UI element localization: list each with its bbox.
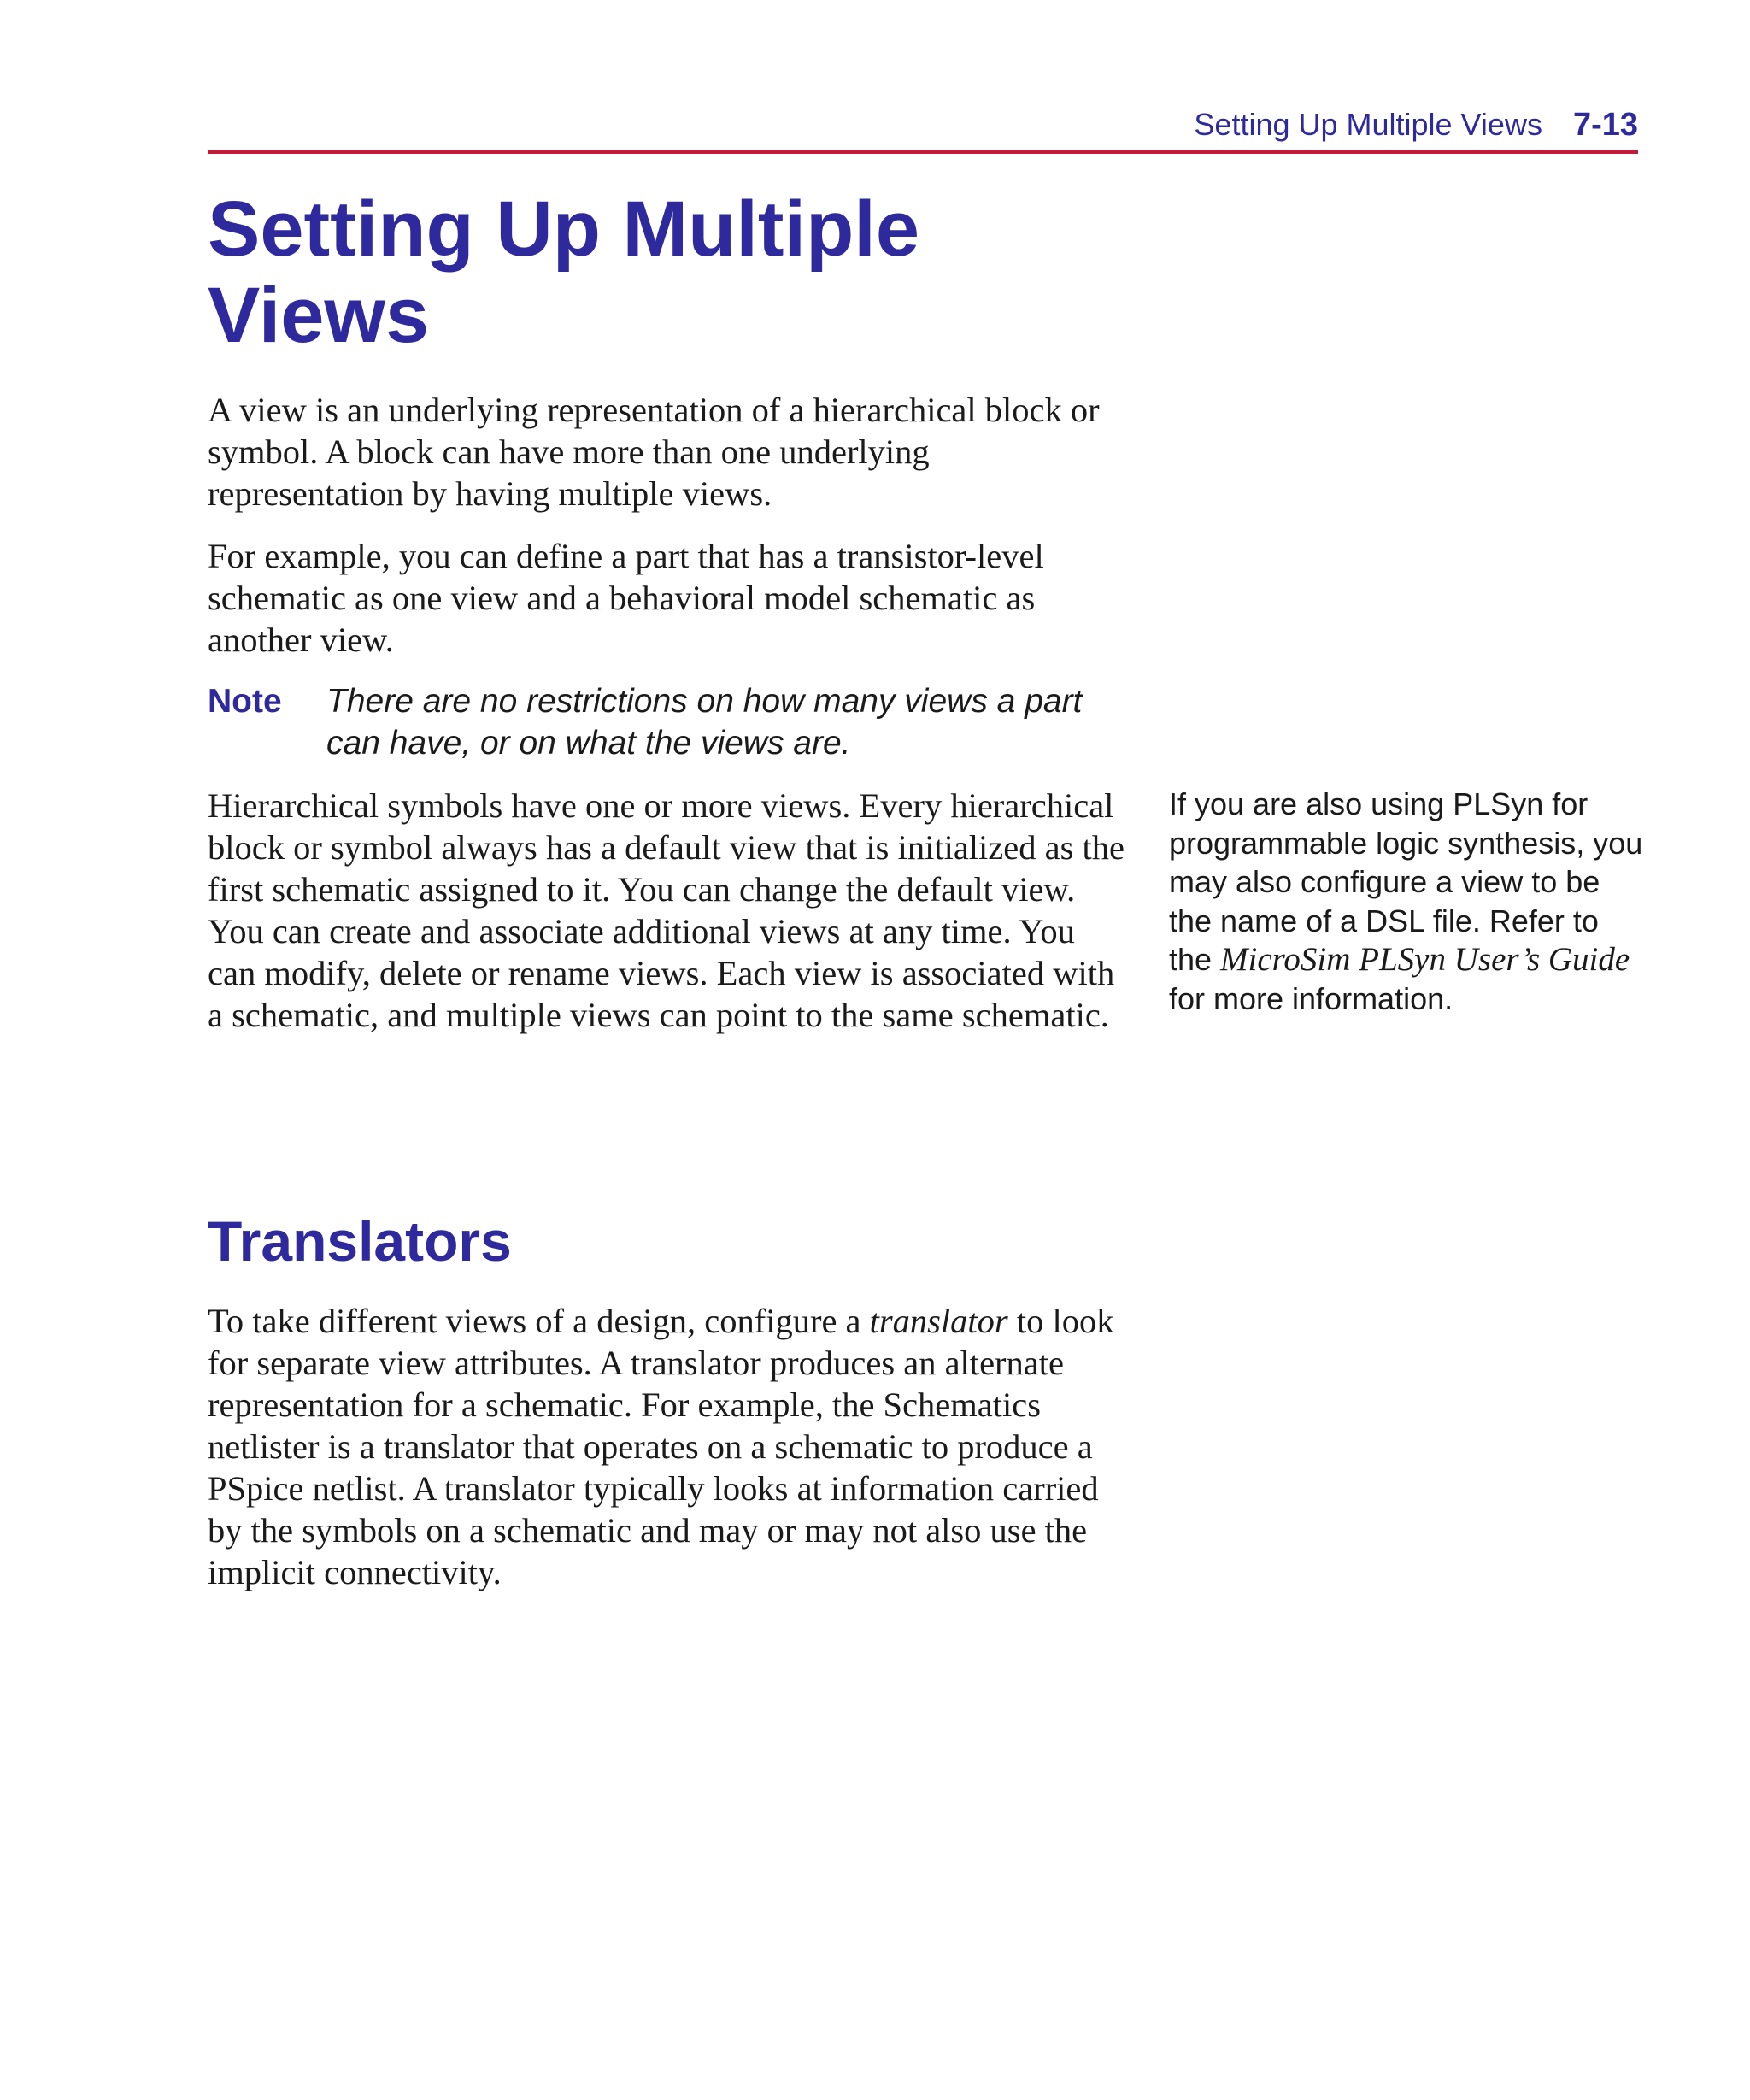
note [208, 680, 1139, 766]
translators-term: translator [869, 1302, 1008, 1340]
paragraph-view-definition: A view is an underlying representation of a hierarchical block or symbol. A block can have more than one underlying representation by having multiple views. [208, 391, 1100, 513]
page-number: 7-13 [1572, 107, 1638, 143]
paragraph-example: For example, you can define a part that has a transistor-level schematic as one view and a behavioral model schematic as another view. [208, 537, 1044, 659]
section-title-translators: Translators [208, 1209, 512, 1273]
margin-note-text-before: If you are also using PLSyn for programmable logic synthesis, you may also configure a view to be the name of a DSL file. Refer to the [1169, 786, 1643, 977]
paragraph-hierarchical-symbols: Hierarchical symbols have one or more views. Every hierarchical block or symbol always has a default view that is initialized as the first schematic assigned to it. You can change the default view. You can create and associate additional views at any time. You can modify, delete or rename views. Each view is associated with a schematic, and multiple views can point to the same schematic. [208, 786, 1125, 1034]
margin-note-book-title: MicroSim PLSyn User’s Guide [1220, 941, 1630, 978]
translators-text-before: To take different views of a design, configure a [208, 1302, 870, 1340]
note-text: There are no restrictions on how many views a part can have, or on what the views are. [326, 683, 1083, 762]
margin-note-text-after: for more information. [1169, 980, 1453, 1016]
running-header-section: Setting Up Multiple Views [1194, 107, 1542, 142]
paragraph-translators [208, 1300, 1130, 1593]
note-label: Note [208, 683, 282, 720]
running-header [208, 104, 1638, 145]
page-title: Setting Up Multiple Views [208, 185, 920, 359]
header-rule [208, 150, 1638, 154]
translators-text-after: to look for separate view attributes. A translator produces an alternate representation for a schematic. For example, the Schematics netlister is a translator that operates on a schematic to produce a PSpice netlist. A translator typically looks at information carried by the symbols on a schematic and may or may not also use the implicit connectivity. [208, 1302, 1114, 1591]
margin-note [1169, 785, 1647, 1018]
